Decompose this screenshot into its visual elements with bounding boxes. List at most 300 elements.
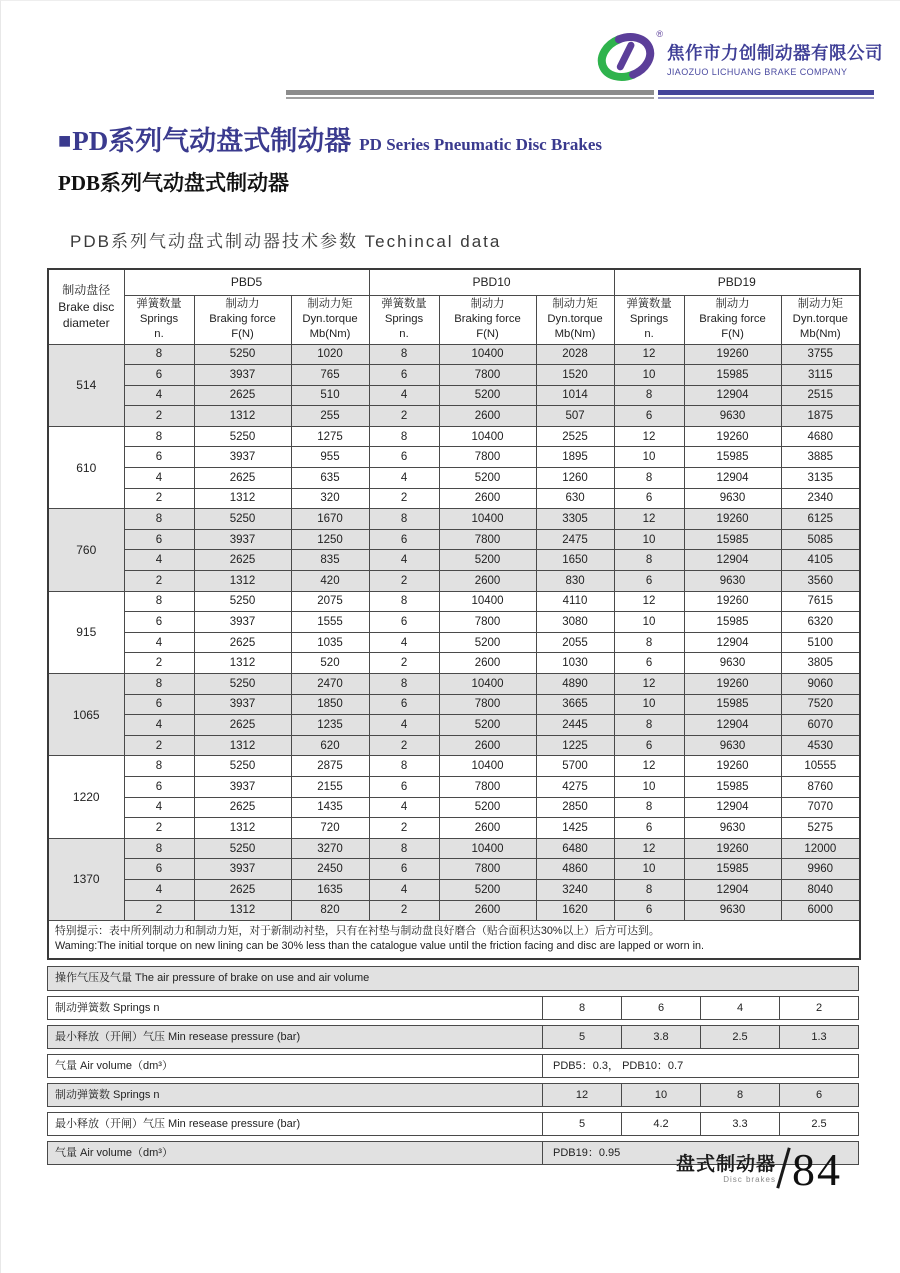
subcol-header-line: F(N) (721, 327, 744, 340)
value-cell: 10400 (439, 674, 536, 695)
value-cell: 765 (291, 365, 369, 386)
value-cell: 5250 (194, 591, 291, 612)
value-cell: 4860 (536, 859, 614, 880)
value-cell: 2075 (291, 591, 369, 612)
spec-row-610 (48, 468, 860, 489)
subcol-header-line: Braking force (699, 313, 766, 326)
spec-row-610 (48, 488, 860, 509)
corner-en1: Brake disc (58, 299, 115, 314)
subcol-header-line: Dyn.torque (302, 313, 358, 326)
value-cell: 4110 (536, 591, 614, 612)
value-cell: 15985 (684, 529, 781, 550)
value-cell: 7800 (439, 529, 536, 550)
value-cell: 1425 (536, 818, 614, 839)
spec-row-1065 (48, 694, 860, 715)
value-cell: 6 (614, 735, 684, 756)
value-cell: 10 (614, 859, 684, 880)
value-cell: 5100 (781, 632, 860, 653)
value-cell: 2 (369, 488, 439, 509)
value-cell: 4275 (536, 776, 614, 797)
value-cell: 955 (291, 447, 369, 468)
pressure-row-label: 最小释放（开闸）气压 Min resease pressure (bar) (55, 1118, 301, 1131)
value-cell: 15985 (684, 365, 781, 386)
series-title (58, 126, 900, 160)
value-cell: 8 (369, 591, 439, 612)
spec-row-1220 (48, 818, 860, 839)
value-cell: 2155 (291, 776, 369, 797)
value-cell: 1312 (194, 571, 291, 592)
series-title-en: PD Series Pneumatic Disc Brakes (359, 135, 602, 154)
spec-row-1065 (48, 735, 860, 756)
value-cell: 3270 (291, 838, 369, 859)
company-name-en: JIAOZUO LICHUANG BRAKE COMPANY (667, 67, 848, 77)
value-cell: 2 (124, 653, 194, 674)
value-cell: 2 (124, 571, 194, 592)
value-cell: 6 (124, 694, 194, 715)
value-cell: 2625 (194, 632, 291, 653)
subcol-header-line: n. (399, 327, 409, 340)
subcol-header-line: Springs (629, 313, 669, 326)
spec-row-915 (48, 612, 860, 633)
value-cell: 7520 (781, 694, 860, 715)
subcol-header-line: n. (154, 327, 164, 340)
value-cell: 320 (291, 488, 369, 509)
value-cell: 6 (124, 529, 194, 550)
value-cell: 12904 (684, 385, 781, 406)
value-cell: 10400 (439, 344, 536, 365)
subcol-header-line: Springs (384, 313, 424, 326)
pressure-value-cell: 5 (542, 1026, 621, 1048)
value-cell: 8 (124, 591, 194, 612)
value-cell: 8 (369, 674, 439, 695)
table-title: PDB系列气动盘式制动器技术参数 Techincal data (70, 232, 502, 251)
value-cell: 6 (369, 365, 439, 386)
value-cell: 1312 (194, 488, 291, 509)
value-cell: 15985 (684, 694, 781, 715)
pressure-value-cell: 1.3 (779, 1026, 858, 1048)
pressure-value-cell: 2.5 (779, 1113, 858, 1135)
value-cell: 10 (614, 529, 684, 550)
value-cell: 2600 (439, 818, 536, 839)
diameter-cell: 1220 (48, 756, 124, 838)
value-cell: 8 (369, 509, 439, 530)
value-cell: 12904 (684, 632, 781, 653)
value-cell: 6 (369, 694, 439, 715)
value-cell: 15985 (684, 776, 781, 797)
value-cell: 2 (369, 735, 439, 756)
value-cell: 2525 (536, 426, 614, 447)
value-cell: 6 (124, 859, 194, 880)
value-cell: 6 (614, 488, 684, 509)
diameter-cell: 514 (48, 344, 124, 426)
value-cell: 3937 (194, 612, 291, 633)
value-cell: 12904 (684, 468, 781, 489)
spec-row-915 (48, 653, 860, 674)
value-cell: 5250 (194, 344, 291, 365)
value-cell: 3937 (194, 447, 291, 468)
value-cell: 2625 (194, 550, 291, 571)
value-cell: 12904 (684, 715, 781, 736)
subcol-header-torque (781, 295, 860, 344)
value-cell: 3560 (781, 571, 860, 592)
subcol-header-line: Mb(Nm) (799, 327, 841, 340)
value-cell: 12 (614, 674, 684, 695)
diameter-cell: 760 (48, 509, 124, 591)
spec-row-760 (48, 571, 860, 592)
value-cell: 8760 (781, 776, 860, 797)
value-cell: 820 (291, 900, 369, 921)
value-cell: 12 (614, 838, 684, 859)
footer-slash-divider (776, 1147, 790, 1188)
pressure-value-cell: 8 (700, 1084, 779, 1106)
pressure-value-cell: 12 (542, 1084, 621, 1106)
value-cell: 7800 (439, 694, 536, 715)
pressure-value-cell: 2.5 (700, 1026, 779, 1048)
value-cell: 12904 (684, 879, 781, 900)
value-cell: 2055 (536, 632, 614, 653)
value-cell: 1670 (291, 509, 369, 530)
value-cell: 5275 (781, 818, 860, 839)
value-cell: 620 (291, 735, 369, 756)
value-cell: 7800 (439, 859, 536, 880)
value-cell: 8 (614, 468, 684, 489)
header-rule (286, 90, 874, 99)
value-cell: 4 (369, 550, 439, 571)
value-cell: 2 (369, 900, 439, 921)
value-cell: 4 (124, 550, 194, 571)
value-cell: 6070 (781, 715, 860, 736)
value-cell: 5200 (439, 550, 536, 571)
value-cell: 1225 (536, 735, 614, 756)
value-cell: 9630 (684, 900, 781, 921)
value-cell: 5200 (439, 632, 536, 653)
subcol-header-line: Dyn.torque (792, 313, 848, 326)
value-cell: 2 (124, 900, 194, 921)
spec-row-610 (48, 447, 860, 468)
value-cell: 6 (614, 900, 684, 921)
logo-swirl-icon (597, 31, 655, 83)
value-cell: 1850 (291, 694, 369, 715)
value-cell: 5250 (194, 674, 291, 695)
value-cell: 2625 (194, 797, 291, 818)
value-cell: 1312 (194, 406, 291, 427)
value-cell: 2850 (536, 797, 614, 818)
diameter-cell: 915 (48, 591, 124, 673)
value-cell: 10 (614, 612, 684, 633)
pressure-row-label: 气量 Air volume（dm³） (55, 1147, 173, 1160)
value-cell: 6 (369, 776, 439, 797)
value-cell: 8 (124, 838, 194, 859)
value-cell: 10 (614, 776, 684, 797)
value-cell: 12 (614, 591, 684, 612)
pressure-value-cell: 6 (621, 997, 700, 1019)
value-cell: 6000 (781, 900, 860, 921)
value-cell: 2445 (536, 715, 614, 736)
subcol-header-springs (614, 295, 684, 344)
value-cell: 4 (369, 385, 439, 406)
value-cell: 1250 (291, 529, 369, 550)
value-cell: 19260 (684, 756, 781, 777)
group-header-pbd19: PBD19 (614, 269, 860, 295)
value-cell: 5250 (194, 509, 291, 530)
series-title-cn: PD系列气动盘式制动器 (72, 126, 352, 156)
value-cell: 6 (124, 612, 194, 633)
value-cell: 10400 (439, 591, 536, 612)
pressure-merged-cell: PDB19：0.95 (542, 1142, 858, 1164)
corner-cn: 制动盘径 (62, 283, 111, 298)
value-cell: 3937 (194, 365, 291, 386)
value-cell: 10400 (439, 509, 536, 530)
value-cell: 3080 (536, 612, 614, 633)
value-cell: 5250 (194, 838, 291, 859)
value-cell: 1635 (291, 879, 369, 900)
value-cell: 19260 (684, 426, 781, 447)
value-cell: 3937 (194, 529, 291, 550)
value-cell: 4 (124, 468, 194, 489)
value-cell: 19260 (684, 344, 781, 365)
spec-row-760 (48, 529, 860, 550)
value-cell: 4 (124, 715, 194, 736)
value-cell: 8 (614, 550, 684, 571)
corner-header (48, 269, 124, 344)
value-cell: 8 (369, 426, 439, 447)
value-cell: 8 (369, 838, 439, 859)
value-cell: 4 (124, 632, 194, 653)
value-cell: 2475 (536, 529, 614, 550)
value-cell: 5700 (536, 756, 614, 777)
value-cell: 6 (124, 365, 194, 386)
company-logo (597, 29, 663, 85)
value-cell: 5200 (439, 385, 536, 406)
spec-row-1220 (48, 756, 860, 777)
subcol-header-line: Braking force (209, 313, 276, 326)
footer-label (676, 1155, 776, 1189)
value-cell: 1435 (291, 797, 369, 818)
subcol-header-torque (291, 295, 369, 344)
value-cell: 7800 (439, 776, 536, 797)
value-cell: 12 (614, 756, 684, 777)
value-cell: 5085 (781, 529, 860, 550)
value-cell: 1312 (194, 900, 291, 921)
spec-row-1220 (48, 776, 860, 797)
value-cell: 3937 (194, 694, 291, 715)
value-cell: 1035 (291, 632, 369, 653)
value-cell: 9630 (684, 571, 781, 592)
company-name-cn: 焦作市力创制动器有限公司 (667, 43, 883, 63)
subcol-header-line: 弹簧数量 (381, 298, 427, 311)
subcol-header-force (194, 295, 291, 344)
value-cell: 4 (124, 385, 194, 406)
value-cell: 2600 (439, 900, 536, 921)
value-cell: 10555 (781, 756, 860, 777)
value-cell: 3937 (194, 776, 291, 797)
value-cell: 10400 (439, 838, 536, 859)
pressure-value-cell: 4.2 (621, 1113, 700, 1135)
value-cell: 7800 (439, 612, 536, 633)
corner-en2: diameter (62, 315, 110, 330)
value-cell: 2625 (194, 879, 291, 900)
value-cell: 9630 (684, 406, 781, 427)
value-cell: 7615 (781, 591, 860, 612)
value-cell: 8 (614, 797, 684, 818)
value-cell: 6 (369, 859, 439, 880)
value-cell: 1895 (536, 447, 614, 468)
value-cell: 9630 (684, 735, 781, 756)
pressure-section-header: 操作气压及气量 The air pressure of brake on use and air volume (47, 966, 859, 991)
spec-row-1370 (48, 879, 860, 900)
value-cell: 7800 (439, 447, 536, 468)
subcol-header-line: F(N) (231, 327, 254, 340)
value-cell: 2 (124, 735, 194, 756)
value-cell: 7070 (781, 797, 860, 818)
value-cell: 6480 (536, 838, 614, 859)
value-cell: 4 (369, 715, 439, 736)
brand-text (667, 31, 883, 77)
square-bullet-icon: ■ (58, 128, 72, 153)
value-cell: 15985 (684, 447, 781, 468)
value-cell: 2625 (194, 385, 291, 406)
value-cell: 2875 (291, 756, 369, 777)
value-cell: 2600 (439, 571, 536, 592)
subcol-header-torque (536, 295, 614, 344)
value-cell: 6 (614, 571, 684, 592)
value-cell: 15985 (684, 859, 781, 880)
pressure-row (47, 1112, 859, 1136)
pressure-value-cell: 3.3 (700, 1113, 779, 1135)
value-cell: 1260 (536, 468, 614, 489)
spec-row-514 (48, 406, 860, 427)
page-header (597, 31, 883, 85)
value-cell: 7800 (439, 365, 536, 386)
spec-row-1065 (48, 674, 860, 695)
subcol-header-line: 制动力矩 (307, 298, 353, 311)
value-cell: 2 (369, 406, 439, 427)
subcol-header-line: 制动力矩 (797, 298, 843, 311)
value-cell: 2 (124, 488, 194, 509)
spec-row-915 (48, 632, 860, 653)
value-cell: 6320 (781, 612, 860, 633)
pressure-row (47, 1025, 859, 1049)
value-cell: 4 (124, 879, 194, 900)
value-cell: 19260 (684, 838, 781, 859)
value-cell: 5200 (439, 468, 536, 489)
value-cell: 4 (369, 632, 439, 653)
value-cell: 8 (614, 715, 684, 736)
value-cell: 10 (614, 447, 684, 468)
value-cell: 9630 (684, 653, 781, 674)
subcol-header-line: 制动力矩 (552, 298, 598, 311)
value-cell: 3885 (781, 447, 860, 468)
spec-row-760 (48, 550, 860, 571)
value-cell: 507 (536, 406, 614, 427)
value-cell: 12000 (781, 838, 860, 859)
value-cell: 8 (124, 756, 194, 777)
value-cell: 3805 (781, 653, 860, 674)
subcol-header-line: F(N) (476, 327, 499, 340)
value-cell: 520 (291, 653, 369, 674)
value-cell: 8 (124, 509, 194, 530)
value-cell: 4890 (536, 674, 614, 695)
pressure-value-cell: 5 (542, 1113, 621, 1135)
value-cell: 6 (124, 776, 194, 797)
subcol-header-line: 弹簧数量 (626, 298, 672, 311)
spec-row-1370 (48, 900, 860, 921)
model-title: PDB系列气动盘式制动器 (58, 171, 289, 195)
spec-row-1065 (48, 715, 860, 736)
spec-row-1370 (48, 838, 860, 859)
value-cell: 720 (291, 818, 369, 839)
value-cell: 2450 (291, 859, 369, 880)
value-cell: 830 (536, 571, 614, 592)
value-cell: 5250 (194, 426, 291, 447)
value-cell: 5200 (439, 879, 536, 900)
spec-row-1220 (48, 797, 860, 818)
value-cell: 19260 (684, 591, 781, 612)
subcol-header-line: 制动力 (470, 298, 505, 311)
pressure-row-label: 气量 Air volume（dm³） (55, 1060, 173, 1073)
subcol-header-line: Dyn.torque (547, 313, 603, 326)
subcol-header-line: Braking force (454, 313, 521, 326)
value-cell: 4 (369, 468, 439, 489)
value-cell: 10400 (439, 426, 536, 447)
warning-text-en: Waming:The initial torque on new lining can be 30% less than the catalogue value until the friction facing and disc are lapped or worn in. (55, 940, 704, 953)
warning-text-cn: 特别提示：表中所列制动力和制动力矩，对于新制动衬垫，只有在衬垫与制动盘良好磨合（贴合面积达30%以上）后方可达到。 (55, 925, 660, 938)
subcol-header-line: Mb(Nm) (309, 327, 351, 340)
spec-table (47, 268, 861, 960)
value-cell: 635 (291, 468, 369, 489)
value-cell: 6 (369, 612, 439, 633)
subcol-header-line: Mb(Nm) (554, 327, 596, 340)
value-cell: 4 (369, 879, 439, 900)
value-cell: 3937 (194, 859, 291, 880)
value-cell: 1520 (536, 365, 614, 386)
value-cell: 255 (291, 406, 369, 427)
value-cell: 2600 (439, 735, 536, 756)
pressure-value-cell: 10 (621, 1084, 700, 1106)
page-footer (675, 1143, 842, 1195)
value-cell: 4530 (781, 735, 860, 756)
subcol-header-force (439, 295, 536, 344)
value-cell: 10400 (439, 756, 536, 777)
pressure-value-cell: 2 (779, 997, 858, 1019)
value-cell: 1312 (194, 735, 291, 756)
value-cell: 6 (614, 818, 684, 839)
value-cell: 1020 (291, 344, 369, 365)
value-cell: 8 (369, 756, 439, 777)
value-cell: 8 (124, 674, 194, 695)
value-cell: 630 (536, 488, 614, 509)
value-cell: 12904 (684, 797, 781, 818)
diameter-cell: 1370 (48, 838, 124, 920)
value-cell: 5200 (439, 797, 536, 818)
value-cell: 8 (614, 385, 684, 406)
value-cell: 8 (124, 344, 194, 365)
value-cell: 4 (369, 797, 439, 818)
value-cell: 2 (124, 818, 194, 839)
spec-row-915 (48, 591, 860, 612)
value-cell: 2600 (439, 488, 536, 509)
value-cell: 12 (614, 426, 684, 447)
value-cell: 2 (369, 653, 439, 674)
value-cell: 8 (124, 426, 194, 447)
value-cell: 19260 (684, 674, 781, 695)
pressure-value-cell: 3.8 (621, 1026, 700, 1048)
value-cell: 6 (369, 529, 439, 550)
value-cell: 2 (124, 406, 194, 427)
value-cell: 2600 (439, 406, 536, 427)
diameter-cell: 1065 (48, 674, 124, 756)
registered-mark: ® (656, 29, 663, 39)
